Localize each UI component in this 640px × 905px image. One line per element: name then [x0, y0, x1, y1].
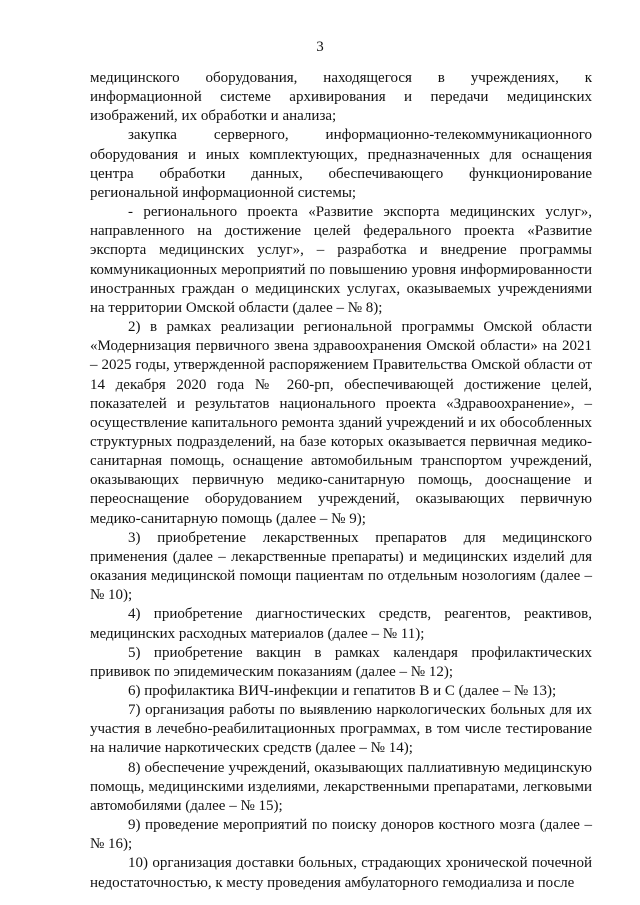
page-number: 3	[316, 39, 324, 55]
paragraph-item-5: 5) приобретение вакцин в рамках календаря профилактических прививок по эпидемическим показаниям (далее – № 12);	[90, 644, 592, 680]
paragraph-item-9: 9) проведение мероприятий по поиску доноров костного мозга (далее – № 16);	[90, 817, 592, 853]
paragraph-item-3: 3) приобретение лекарственных препаратов для медицинского применения (далее – лекарственные препараты) и медицинских изделий для оказания медицинской помощи пациентам по отдельным нозологиям (далее – № 10);	[90, 529, 592, 604]
paragraph-item-2: 2) в рамках реализации региональной программы Омской области «Модернизация первичного звена здравоохранения Омской области» на 2021 – 2025 годы, утвержденной распоряжением Правительства Омской области от 14 декабря 2020 года № 260-рп, обеспечивающей достижение целей, показателей и результатов национального проекта «Здравоохранение», – осуществление капитального ремонта зданий учреждений и их обособленных структурных подразделений, на базе которых оказывается первичная медико-санитарная помощь, оснащение автомобильным транспортом учреждений, оказывающих первичную медико-санитарную помощь, дооснащение и переоснащение оборудованием учреждений, оказывающих первичную медико-санитарную помощь (далее – № 9);	[90, 319, 592, 527]
paragraph-continuation: медицинского оборудования, находящегося в учреждениях, к информационной системе архивирования и передачи медицинских изображений, их обработки и анализа;	[90, 70, 592, 125]
paragraph-export-medical-services: - регионального проекта «Развитие экспорта медицинских услуг», направленного на достижение целей федерального проекта «Развитие экспорта медицинских услуг», – разработка и внедрение программы коммуникационных мероприятий по повышению уровня информированности иностранных граждан о медицинских услугах, оказываемых учреждениями на территории Омской области (далее – № 8);	[90, 204, 592, 316]
paragraph-server-equipment: закупка серверного, информационно-телекоммуникационного оборудования и иных комплектующих, предназначенных для оснащения центра обработки данных, обеспечивающего функционирование региональной информационной системы;	[90, 127, 592, 201]
paragraph-item-7: 7) организация работы по выявлению наркологических больных для их участия в лечебно-реабилитационных программах, в том числе тестирование на наличие наркотических средств (далее – № 14);	[90, 702, 592, 757]
paragraph-item-8: 8) обеспечение учреждений, оказывающих паллиативную медицинскую помощь, медицинскими изделиями, лекарственными препаратами, легковыми автомобилями (далее – № 15);	[90, 759, 592, 814]
paragraph-item-4: 4) приобретение диагностических средств, реагентов, реактивов, медицинских расходных материалов (далее – № 11);	[90, 606, 592, 642]
paragraph-item-6: 6) профилактика ВИЧ-инфекции и гепатитов В и С (далее – № 13);	[128, 683, 557, 699]
paragraph-item-10: 10) организация доставки больных, страдающих хронической почечной недостаточностью, к месту проведения амбулаторного гемодиализа и после	[90, 855, 592, 891]
document-body	[90, 69, 592, 893]
